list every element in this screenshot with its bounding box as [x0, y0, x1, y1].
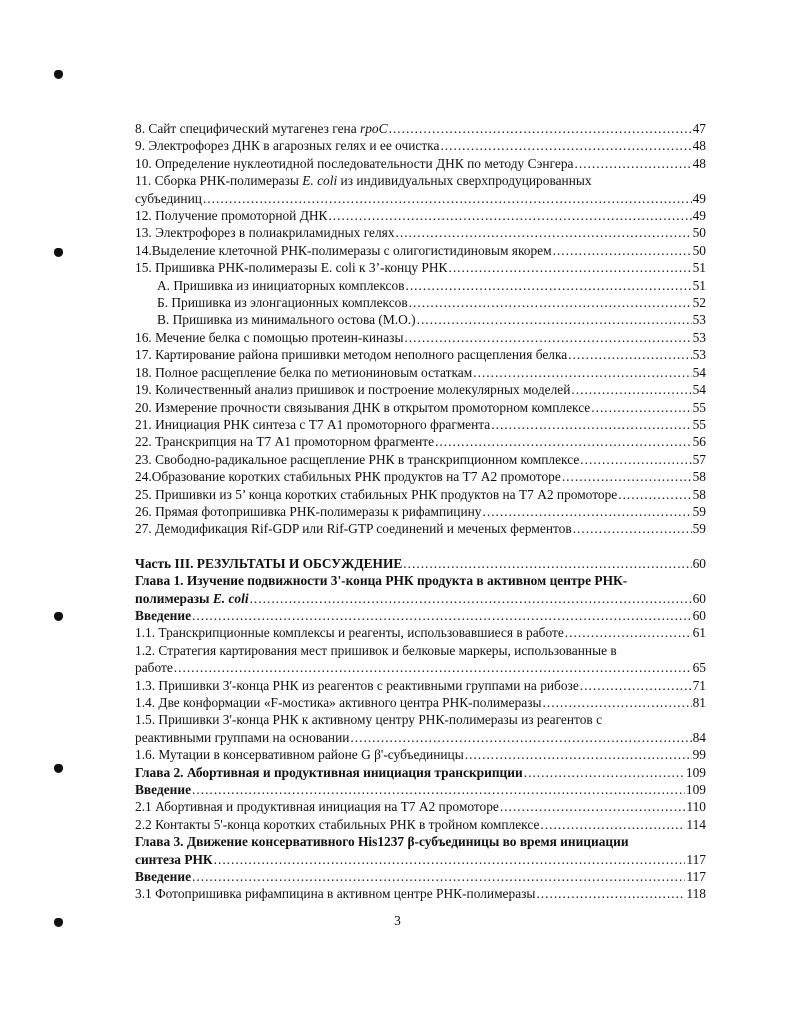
toc-entry: 8. Сайт специфический мутагенез гена rpoC ..... 47 [135, 120, 706, 137]
toc-entry: 2.2 Контакты 5'-конца коротких стабильных РНК в тройном комплексе ..... 114 [135, 816, 706, 833]
binder-hole-mark [54, 70, 63, 79]
page-number: 3 [394, 913, 401, 928]
toc-entry: 16. Мечение белка с помощью протеин-киназы ..... 53 [135, 329, 706, 346]
toc-chapter-heading: полимеразы E. coli ..... 60 [135, 590, 706, 607]
toc-intro-heading: Введение ..... 109 [135, 781, 706, 798]
toc-intro-heading: Введение ..... 117 [135, 868, 706, 885]
toc-chapter-first-line: Глава 1. Изучение подвижности 3'-конца РНК продукта в активном центре РНК- [135, 573, 628, 589]
toc-subentry: В. Пришивка из минимального остова (М.О.) ..... 53 [135, 311, 706, 328]
toc-entry: 1.4. Две конформации «F-мостика» активного центра РНК-полимеразы ..... 81 [135, 694, 706, 711]
toc-entry-first-line: 1.2. Стратегия картирования мест пришивок и белковые маркеры, использованные в [135, 642, 617, 658]
toc-entry: 23. Свободно-радикальное расщепление РНК в транскрипционном комплексе ..... 57 [135, 451, 706, 468]
section-gap [135, 538, 706, 555]
toc-entry: 1.1. Транскрипционные комплексы и реагенты, использовавшиеся в работе ..... 61 [135, 624, 706, 641]
binder-hole-mark [54, 612, 63, 621]
toc-entry: 14.Выделение клеточной РНК-полимеразы с олигогистидиновым якорем ..... 50 [135, 242, 706, 259]
table-of-contents [135, 120, 706, 903]
toc-entry: 3.1 Фотопришивка рифампицина в активном центре РНК-полимеразы ..... 118 [135, 885, 706, 902]
toc-entry-first-line: 11. Сборка РНК-полимеразы E. coli из индивидуальных сверхпродуцированных [135, 173, 592, 189]
toc-entry: 12. Получение промоторной ДНК ..... 49 [135, 207, 706, 224]
toc-entry: 9. Электрофорез ДНК в агарозных гелях и ее очистка ..... 48 [135, 137, 706, 154]
toc-entry: 1.3. Пришивки 3'-конца РНК из реагентов с реактивными группами на рибозе ..... 71 [135, 677, 706, 694]
toc-entry: 15. Пришивка РНК-полимеразы E. coli к 3’-концу РНК ..... 51 [135, 259, 706, 276]
toc-entry: 26. Прямая фотопришивка РНК-полимеразы к рифампицину ..... 59 [135, 503, 706, 520]
toc-entry: субъединиц ..... 49 [135, 190, 706, 207]
toc-entry: 1.6. Мутации в консервативном районе G β'-субъединицы ..... 99 [135, 746, 706, 763]
toc-entry: 20. Измерение прочности связывания ДНК в открытом промоторном комплексе ..... 55 [135, 399, 706, 416]
toc-chapter-first-line: Глава 3. Движение консервативного His1237 β-субъединицы во время инициации [135, 834, 629, 850]
binder-hole-mark [54, 764, 63, 773]
toc-entry: 25. Пришивки из 5’ конца коротких стабильных РНК продуктов на Т7 А2 промоторе ..... 58 [135, 486, 706, 503]
toc-entry: 17. Картирование района пришивки методом неполного расщепления белка ..... 53 [135, 346, 706, 363]
toc-subentry: Б. Пришивка из элонгационных комплексов ..... 52 [135, 294, 706, 311]
toc-entry: 24.Образование коротких стабильных РНК продуктов на Т7 А2 промоторе ..... 58 [135, 468, 706, 485]
toc-entry: 27. Демодификация Rif-GDP или Rif-GTP соединений и меченых ферментов ..... 59 [135, 520, 706, 537]
toc-chapter-heading: синтеза РНК ..... 117 [135, 851, 706, 868]
binder-hole-mark [54, 248, 63, 257]
toc-entry: 21. Инициация РНК синтеза с Т7 А1 промоторного фрагмента ..... 55 [135, 416, 706, 433]
toc-entry: 18. Полное расщепление белка по метиониновым остаткам ..... 54 [135, 364, 706, 381]
toc-entry: 2.1 Абортивная и продуктивная инициация на Т7 А2 промоторе ..... 110 [135, 798, 706, 815]
toc-entry: 22. Транскрипция на Т7 А1 промоторном фрагменте ..... 56 [135, 433, 706, 450]
toc-entry-first-line: 1.5. Пришивки 3'-конца РНК к активному центру РНК-полимеразы из реагентов с [135, 712, 603, 728]
toc-subentry: А. Пришивка из инициаторных комплексов ..... 51 [135, 277, 706, 294]
toc-intro-heading: Введение ..... 60 [135, 607, 706, 624]
toc-entry: работе ..... 65 [135, 659, 706, 676]
toc-chapter-heading: Глава 2. Абортивная и продуктивная инициация транскрипции ..... 109 [135, 764, 706, 781]
toc-part-heading: Часть III. РЕЗУЛЬТАТЫ И ОБСУЖДЕНИЕ ..... 60 [135, 555, 706, 572]
toc-entry: 13. Электрофорез в полиакриламидных гелях ..... 50 [135, 224, 706, 241]
toc-entry: реактивными группами на основании ..... 84 [135, 729, 706, 746]
toc-entry: 19. Количественный анализ пришивок и построение молекулярных моделей ..... 54 [135, 381, 706, 398]
toc-entry: 10. Определение нуклеотидной последовательности ДНК по методу Сэнгера ..... 48 [135, 155, 706, 172]
